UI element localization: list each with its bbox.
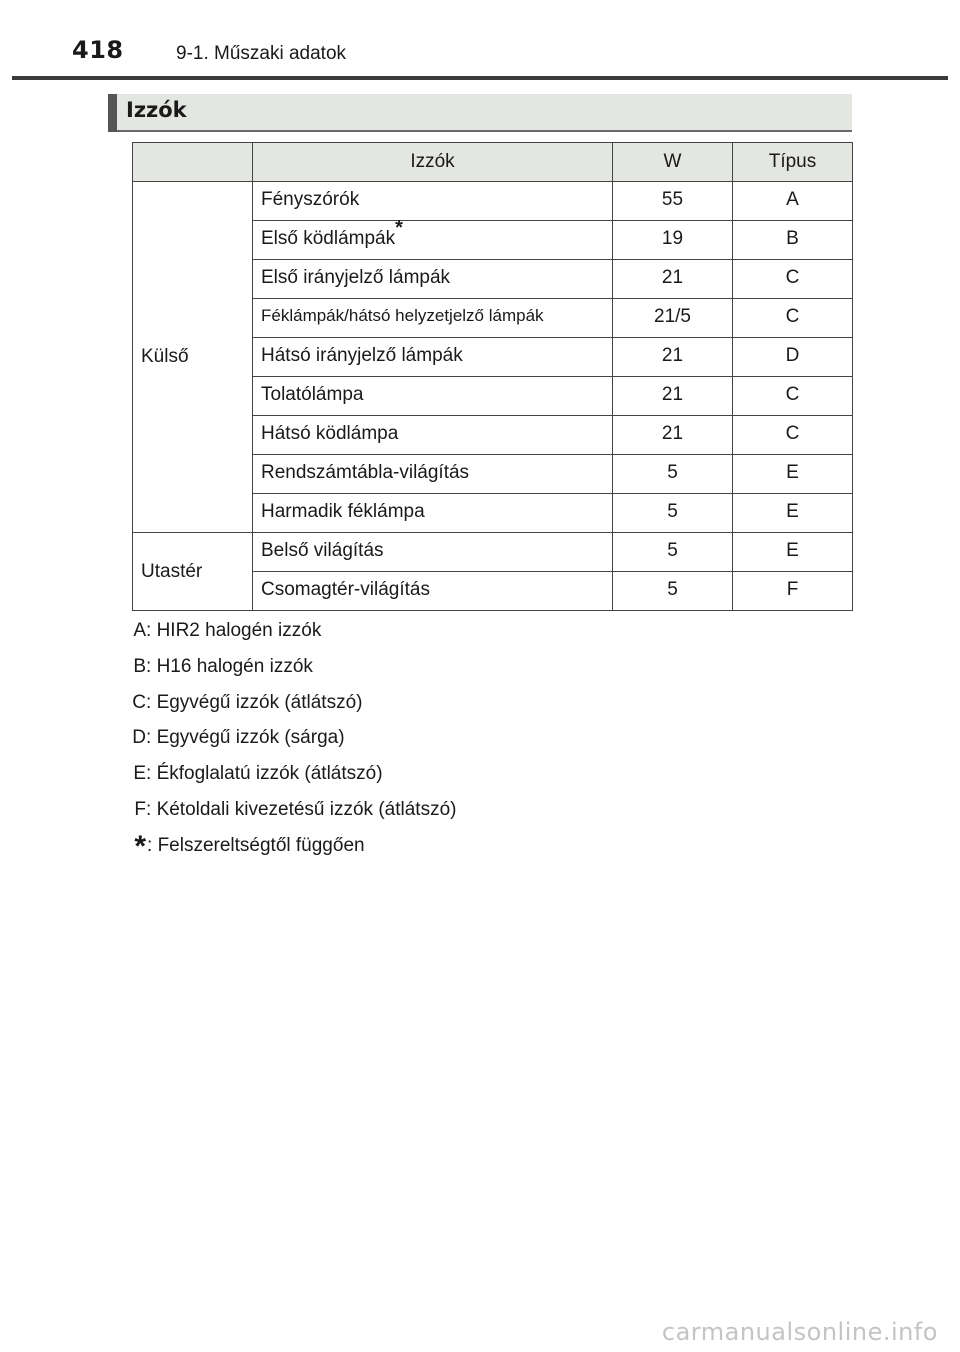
section-heading-bar — [108, 94, 852, 132]
legend-separator: : — [146, 763, 157, 785]
table-row — [133, 533, 853, 572]
bulb-type: E — [733, 455, 853, 494]
bulb-name — [253, 182, 613, 221]
page-number: 418 — [72, 36, 124, 64]
legend-separator: : — [146, 799, 157, 820]
legend-separator: : — [146, 655, 157, 677]
table-body — [133, 182, 853, 611]
bulb-name — [253, 260, 613, 299]
bulb-name — [253, 216, 613, 260]
bulb-wattage: 5 — [613, 494, 733, 533]
bulb-name-text: Belső világítás — [261, 540, 384, 561]
bulb-name-text: Első ködlámpák — [261, 228, 396, 249]
bulb-wattage: 21 — [613, 416, 733, 455]
section-title: Izzók — [126, 98, 187, 122]
bulb-type: C — [733, 377, 853, 416]
bulb-name-text: Harmadik féklámpa — [261, 501, 425, 522]
footnote-asterisk: * — [134, 829, 146, 863]
bulb-type: C — [733, 416, 853, 455]
legend-text: HIR2 halogén izzók — [156, 620, 322, 641]
legend-item — [132, 727, 344, 749]
bulb-name-text: Csomagtér-világítás — [261, 579, 430, 600]
column-header-bulbs: Izzók — [253, 143, 613, 182]
table-header-row — [133, 143, 853, 182]
section-accent — [108, 94, 117, 132]
table-row — [133, 182, 853, 221]
bulb-type: F — [733, 572, 853, 611]
bulb-name-text: Hátsó ködlámpa — [261, 423, 399, 444]
bulb-name-text: Féklámpák/hátsó helyzetjelző lámpák — [261, 306, 544, 325]
legend-item — [133, 763, 382, 785]
legend-text: Egyvégű izzók (sárga) — [156, 727, 345, 749]
bulb-name — [253, 416, 613, 455]
bulb-type: C — [733, 260, 853, 299]
bulb-type: A — [733, 182, 853, 221]
column-header-group — [133, 143, 253, 182]
bulb-name — [253, 455, 613, 494]
bulb-type: B — [733, 221, 853, 260]
bulb-wattage: 5 — [613, 533, 733, 572]
footnote-colon: : — [147, 834, 158, 856]
legend-item — [133, 656, 313, 678]
bulb-wattage: 21 — [613, 260, 733, 299]
bulb-type: E — [733, 533, 853, 572]
bulb-type: C — [733, 299, 853, 338]
bulb-name — [253, 572, 613, 611]
bulb-name-text: Első irányjelző lámpák — [261, 267, 451, 288]
bulb-wattage: 19 — [613, 221, 733, 260]
bulb-name — [253, 299, 613, 338]
legend-key: D — [132, 727, 146, 749]
legend-item — [132, 692, 362, 714]
legend-separator: : — [146, 620, 157, 641]
bulb-name — [253, 338, 613, 377]
legend-item — [133, 620, 321, 642]
bulb-name-text: Tolatólámpa — [261, 384, 364, 405]
bulb-name-text: Rendszámtábla-világítás — [261, 462, 470, 483]
bulb-name — [253, 377, 613, 416]
footnote — [134, 829, 365, 863]
legend-key: C — [132, 691, 146, 713]
bulb-type: D — [733, 338, 853, 377]
bulb-name — [253, 533, 613, 572]
bulb-wattage: 55 — [613, 182, 733, 221]
legend-item — [134, 799, 456, 821]
footnote-marker: * — [395, 216, 403, 239]
legend-text: Egyvégű izzók (átlátszó) — [156, 691, 363, 713]
bulb-type: E — [733, 494, 853, 533]
bulb-name-text: Fényszórók — [261, 189, 360, 210]
bulb-wattage: 21 — [613, 377, 733, 416]
column-header-type: Típus — [733, 143, 853, 182]
bulb-spec-table — [132, 142, 853, 611]
legend-text: H16 halogén izzók — [156, 655, 313, 677]
bulb-wattage: 21 — [613, 338, 733, 377]
legend-key: B — [133, 655, 146, 677]
bulb-name-text: Hátsó irányjelző lámpák — [261, 345, 463, 366]
bulb-name — [253, 494, 613, 533]
legend-key: E — [133, 763, 146, 785]
legend-separator: : — [146, 691, 157, 713]
legend-text: Ékfoglalatú izzók (átlátszó) — [156, 763, 383, 785]
legend-key: A — [133, 620, 146, 641]
legend-text: Kétoldali kivezetésű izzók (átlátszó) — [156, 799, 457, 820]
chapter-title: 9-1. Műszaki adatok — [176, 43, 347, 64]
bulb-wattage: 5 — [613, 455, 733, 494]
legend-key: F — [134, 799, 146, 820]
bulb-wattage: 5 — [613, 572, 733, 611]
group-label: Külső — [133, 182, 253, 533]
page-header — [0, 0, 960, 80]
bulb-wattage: 21/5 — [613, 299, 733, 338]
column-header-watt: W — [613, 143, 733, 182]
legend-separator: : — [146, 727, 157, 749]
header-divider — [12, 76, 948, 80]
footnote-text: Felszereltségtől függően — [157, 834, 365, 856]
group-label: Utastér — [133, 533, 253, 611]
watermark: carmanualsonline.info — [661, 1318, 938, 1346]
